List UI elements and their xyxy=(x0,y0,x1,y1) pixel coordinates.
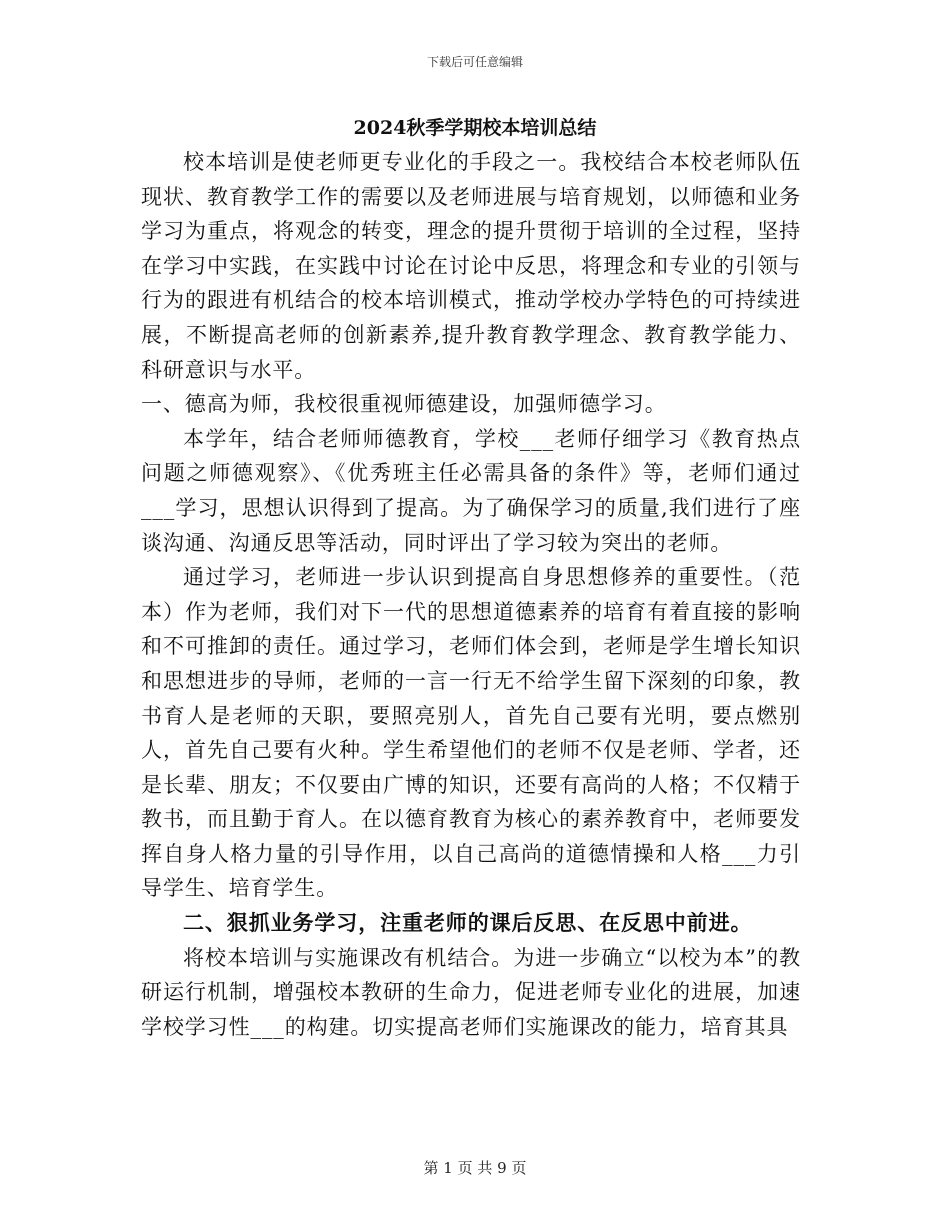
paragraph-reflection: 通过学习，老师进一步认识到提高自身思想修养的重要性。（范本）作为老师，我们对下一代的思想道德素养的培育有着直接的影响和不可推卸的责任。通过学习，老师们体会到，老师是学生增长知识和思想进步的导师，老师的一言一行无不给学生留下深刻的印象，教书育人是老师的天职，要照亮别人，首先自己要有光明，要点燃别人，首先自己要有火种。学生希望他们的老师不仅是老师、学者，还是长辈、朋友；不仅要由广博的知识，还要有高尚的人格；不仅精于教书，而且勤于育人。在以德育教育为核心的素养教育中，老师要发挥自身人格力量的引导作用，以自己高尚的道德情操和人格___力引导学生、培育学生。 xyxy=(141,565,801,901)
document-body xyxy=(141,145,801,1044)
header-note: 下载后可任意编辑 xyxy=(426,55,523,69)
section-heading-2: 二、狠抓业务学习，注重老师的课后反思、在反思中前进。 xyxy=(183,910,753,936)
paragraph-reform: 将校本培训与实施课改有机结合。为进一步确立“以校为本”的教研运行机制，增强校本教研的生命力，促进老师专业化的进展，加速学校学习性___的构建。切实提高老师们实施课改的能力，培育其具 xyxy=(141,945,801,1039)
paragraph-intro: 校本培训是使老师更专业化的手段之一。我校结合本校老师队伍现状、教育教学工作的需要以及老师进展与培育规划，以师德和业务学习为重点，将观念的转变，理念的提升贯彻于培训的全过程，坚持在学习中实践，在实践中讨论在讨论中反思，将理念和专业的引领与行为的跟进有机结合的校本培训模式，推动学校办学特色的可持续进展，不断提高老师的创新素养,提升教育教学理念、教育教学能力、科研意识与水平。 xyxy=(141,150,801,382)
section-heading-1: 一、德高为师，我校很重视师德建设，加强师德学习。 xyxy=(141,392,667,417)
page-footer: 第 1 页 共 9 页 xyxy=(423,1159,527,1177)
document-title: 2024秋季学期校本培训总结 xyxy=(353,117,597,139)
paragraph-study: 本学年，结合老师师德教育，学校___老师仔细学习《教育热点问题之师德观察》、《优秀班主任必需具备的条件》等，老师们通过___学习，思想认识得到了提高。为了确保学习的质量,我们进行了座谈沟通、沟通反思等活动，同时评出了学习较为突出的老师。 xyxy=(141,426,801,555)
